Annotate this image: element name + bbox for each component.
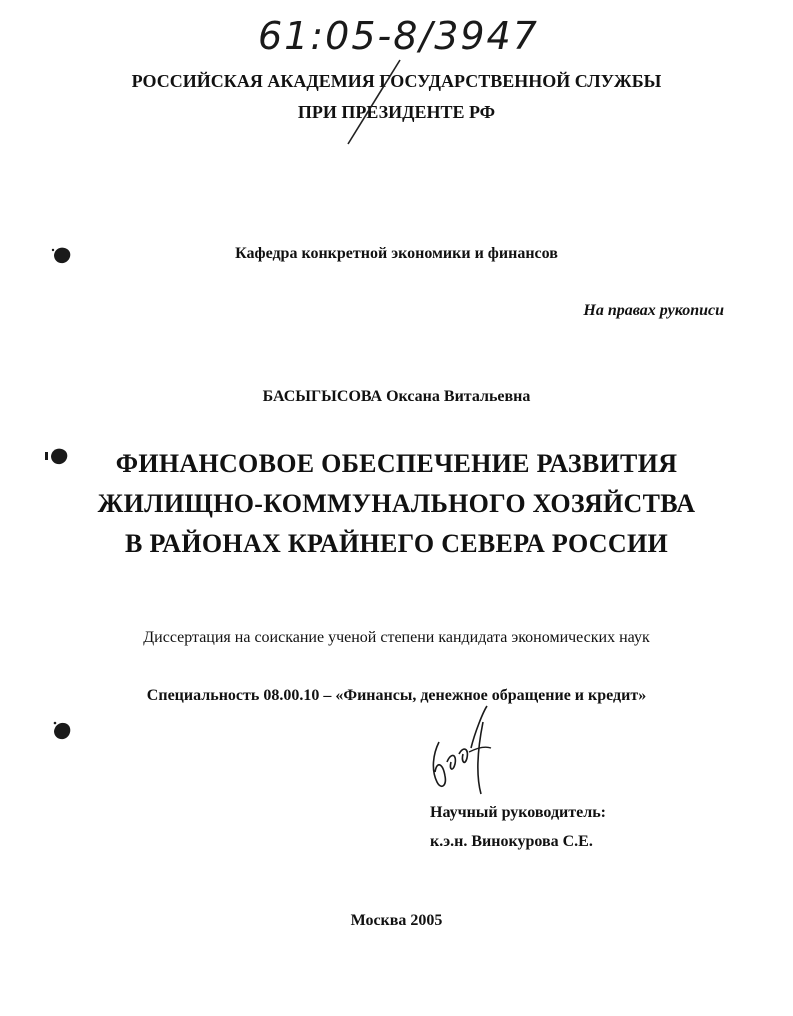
dissertation-title-line-2: ЖИЛИЩНО-КОММУНАЛЬНОГО ХОЗЯЙСТВА xyxy=(97,489,696,518)
institution-subtitle: ПРИ ПРЕЗИДЕНТЕ РФ xyxy=(297,102,496,122)
supervisor-signature xyxy=(425,702,505,802)
manuscript-note: На правах рукописи xyxy=(583,302,724,319)
author-name xyxy=(0,387,793,407)
dissertation-statement: Диссертация на соискание ученой степени кандидата экономических наук xyxy=(143,629,650,646)
dissertation-title-line-3: В РАЙОНАХ КРАЙНЕГО СЕВЕРА РОССИИ xyxy=(125,529,668,558)
city-year: Москва 2005 xyxy=(350,912,443,929)
institution-name: РОССИЙСКАЯ АКАДЕМИЯ ГОСУДАРСТВЕННОЙ СЛУЖБЫ xyxy=(131,71,662,91)
author-given-names: Оксана Витальевна xyxy=(386,388,531,405)
author-surname: БАСЫГЫСОВА xyxy=(262,388,383,405)
supervisor-name: к.э.н. Винокурова С.Е. xyxy=(430,833,593,850)
dissertation-title-line-1: ФИНАНСОВОЕ ОБЕСПЕЧЕНИЕ РАЗВИТИЯ xyxy=(115,449,678,478)
supervisor-label: Научный руководитель: xyxy=(430,804,606,821)
specialty-line: Специальность 08.00.10 – «Финансы, денежное обращение и кредит» xyxy=(146,687,647,704)
handwritten-archive-code: 61:05-8/3947 xyxy=(258,14,539,58)
pen-stroke-decoration xyxy=(330,58,410,148)
department-name: Кафедра конкретной экономики и финансов xyxy=(235,245,558,262)
binder-hole-mark-3 xyxy=(50,718,74,742)
